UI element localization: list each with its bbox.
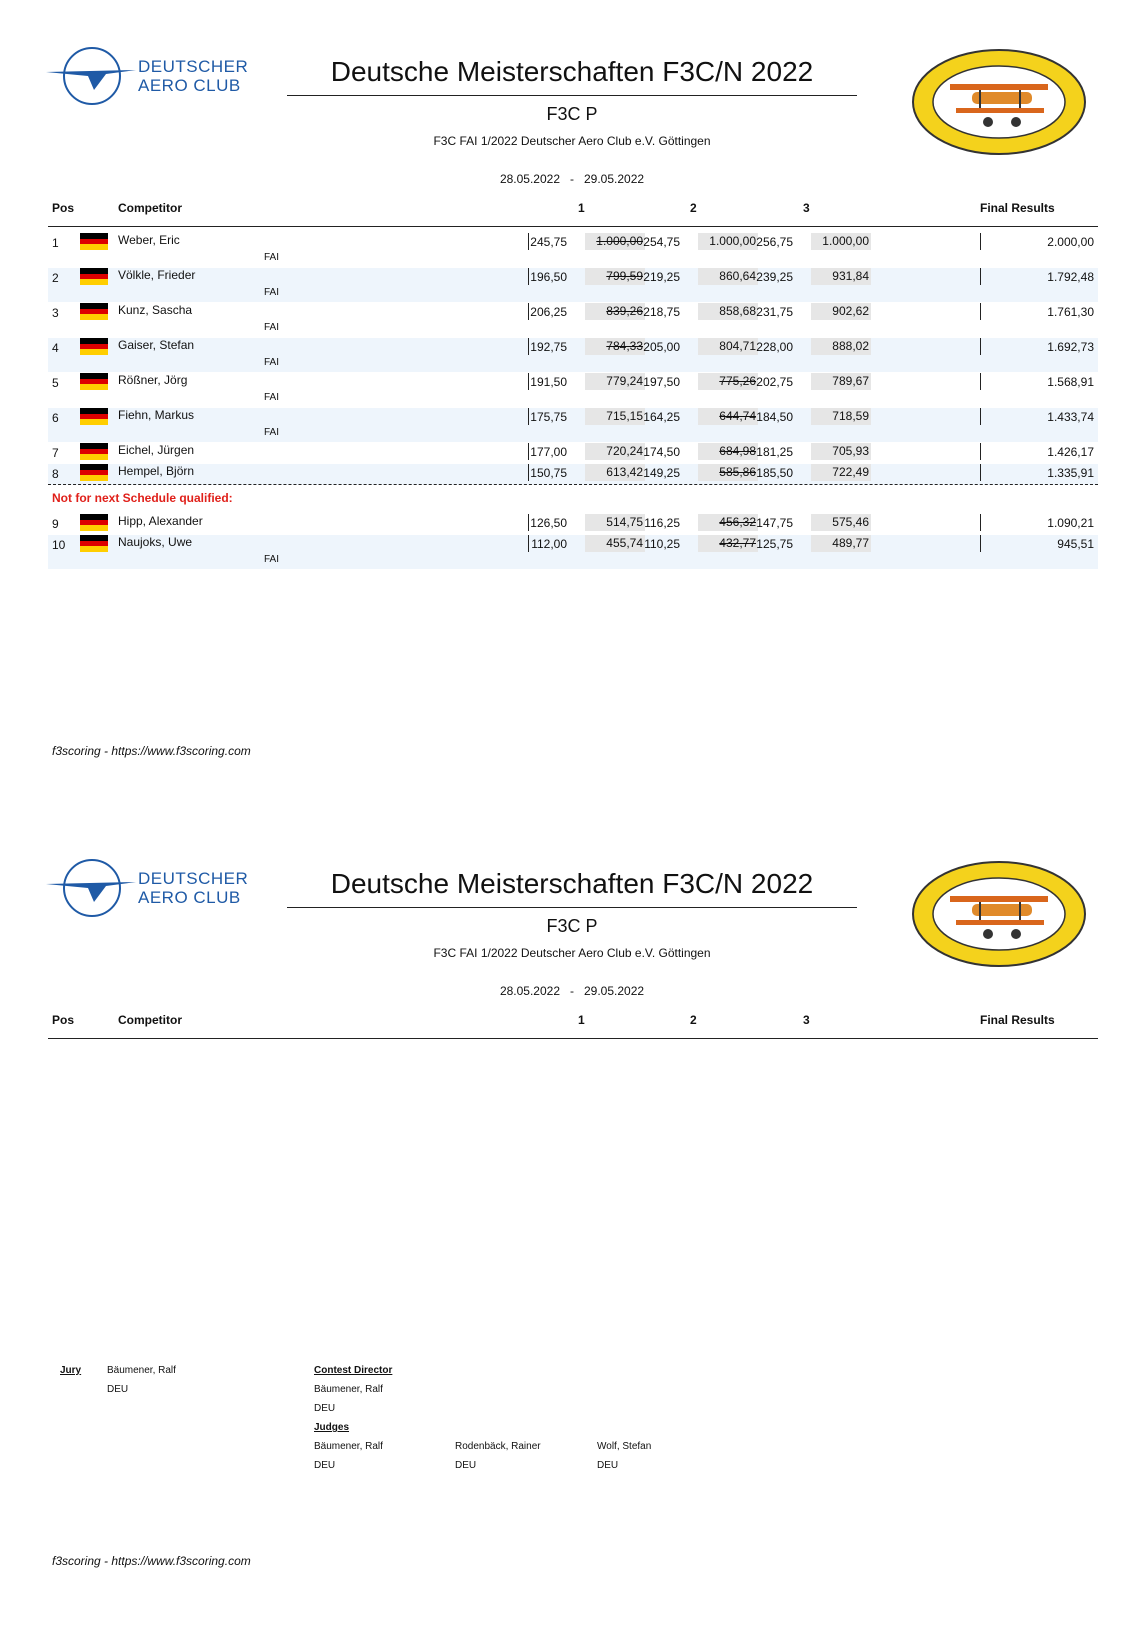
- competitor-name: Völkle, Frieder: [118, 268, 196, 282]
- judge-country: DEU: [455, 1460, 477, 1471]
- position-cell: 4: [52, 341, 59, 355]
- header-divider: [48, 1038, 1098, 1039]
- contest-director-label: Contest Director: [314, 1365, 393, 1376]
- normalized-score: 858,68: [698, 303, 758, 320]
- raw-score: 219,25: [643, 270, 680, 284]
- normalized-score: 715,15: [585, 408, 645, 425]
- normalized-score: 1.000,00: [585, 233, 645, 250]
- competitor-name: Kunz, Sascha: [118, 303, 193, 317]
- fai-tag: FAI: [264, 392, 280, 403]
- title-divider: [287, 95, 857, 96]
- flag-de-icon: [80, 303, 108, 320]
- dac-logo-line2: AERO CLUB: [138, 888, 241, 907]
- position-cell: 5: [52, 376, 59, 390]
- contest-director-name: Bäumener, Ralf: [314, 1384, 383, 1395]
- page-title: Deutsche Meisterschaften F3C/N 2022: [330, 868, 814, 899]
- final-result: 2.000,00: [1047, 235, 1094, 249]
- column-separator: [980, 535, 981, 552]
- normalized-score: 575,46: [811, 514, 871, 531]
- normalized-score: 644,74: [698, 408, 758, 425]
- raw-score: 184,50: [756, 410, 793, 424]
- dac-logo-line1: DEUTSCHER: [138, 869, 249, 888]
- table-row: [48, 373, 1098, 407]
- position-cell: 8: [52, 467, 59, 481]
- judge-name: Wolf, Stefan: [597, 1441, 652, 1452]
- col-round3-header: 3: [803, 1013, 810, 1027]
- raw-score: 239,25: [756, 270, 793, 284]
- flag-de-icon: [80, 514, 108, 531]
- normalized-score: 456,32: [698, 514, 758, 531]
- raw-score: 197,50: [643, 375, 680, 389]
- normalized-score: 789,67: [811, 373, 871, 390]
- column-separator: [980, 373, 981, 390]
- raw-score: 126,50: [530, 516, 567, 530]
- final-result: 1.568,91: [1047, 375, 1094, 389]
- judge-name: Bäumener, Ralf: [314, 1441, 383, 1452]
- normalized-score: 888,02: [811, 338, 871, 355]
- judge-country: DEU: [597, 1460, 619, 1471]
- final-result: 1.792,48: [1047, 270, 1094, 284]
- normalized-score: 705,93: [811, 443, 871, 460]
- raw-score: 174,50: [643, 445, 680, 459]
- not-qualified-label: Not for next Schedule qualified:: [52, 491, 233, 505]
- raw-score: 218,75: [643, 305, 680, 319]
- col-final-header: Final Results: [980, 1013, 1055, 1027]
- normalized-score: 489,77: [811, 535, 871, 552]
- final-result: 1.335,91: [1047, 466, 1094, 480]
- competitor-name: Naujoks, Uwe: [118, 535, 193, 549]
- flag-de-icon: [80, 535, 108, 552]
- column-separator: [980, 338, 981, 355]
- table-row: [48, 464, 1098, 485]
- raw-score: 175,75: [530, 410, 567, 424]
- normalized-score: 585,86: [698, 464, 758, 481]
- results-page-1: [0, 0, 1142, 810]
- competitor-name: Hipp, Alexander: [118, 514, 203, 528]
- date-range: 28.05.2022 - 29.05.2022: [499, 984, 645, 998]
- raw-score: 150,75: [530, 466, 567, 480]
- normalized-score: 839,26: [585, 303, 645, 320]
- table-row: [48, 338, 1098, 372]
- col-round1-header: 1: [578, 1013, 585, 1027]
- raw-score: 112,00: [531, 537, 567, 551]
- final-result: 945,51: [1057, 537, 1094, 551]
- dac-logo-line2: AERO CLUB: [138, 76, 241, 95]
- raw-score: 228,00: [756, 340, 793, 354]
- fai-tag: FAI: [264, 252, 280, 263]
- biplane-seal-icon: [910, 854, 1088, 974]
- judge-country: DEU: [314, 1460, 336, 1471]
- final-result: 1.090,21: [1047, 516, 1094, 530]
- raw-score: 147,75: [756, 516, 793, 530]
- jury-name: Bäumener, Ralf: [107, 1365, 176, 1376]
- fai-tag: FAI: [264, 554, 280, 565]
- raw-score: 256,75: [756, 235, 793, 249]
- final-result: 1.761,30: [1047, 305, 1094, 319]
- normalized-score: 804,71: [698, 338, 758, 355]
- column-separator: [980, 233, 981, 250]
- raw-score: 164,25: [643, 410, 680, 424]
- raw-score: 116,25: [644, 516, 680, 530]
- flag-de-icon: [80, 373, 108, 390]
- normalized-score: 902,62: [811, 303, 871, 320]
- normalized-score: 432,77: [698, 535, 758, 552]
- competitor-name: Fiehn, Markus: [118, 408, 195, 422]
- position-cell: 2: [52, 271, 59, 285]
- normalized-score: 722,49: [811, 464, 871, 481]
- footer-credit: f3scoring - https://www.f3scoring.com: [52, 744, 251, 758]
- flag-de-icon: [80, 338, 108, 355]
- dac-logo: [46, 44, 276, 108]
- condor-club-logo: [910, 854, 1088, 974]
- position-cell: 9: [52, 517, 59, 531]
- normalized-score: 799,59: [585, 268, 645, 285]
- raw-score: 177,00: [530, 445, 567, 459]
- competitor-name: Rößner, Jörg: [118, 373, 188, 387]
- competitor-name: Gaiser, Stefan: [118, 338, 195, 352]
- column-separator: [980, 268, 981, 285]
- table-row: [48, 535, 1098, 569]
- flag-de-icon: [80, 268, 108, 285]
- results-page-2: [0, 812, 1142, 1622]
- normalized-score: 775,26: [698, 373, 758, 390]
- jury-label: Jury: [60, 1365, 82, 1376]
- normalized-score: 455,74: [585, 535, 645, 552]
- competitor-name: Hempel, Björn: [118, 464, 195, 478]
- flag-de-icon: [80, 464, 108, 481]
- competitor-name: Weber, Eric: [118, 233, 180, 247]
- contest-director-country: DEU: [314, 1403, 336, 1414]
- column-separator: [980, 303, 981, 320]
- position-cell: 3: [52, 306, 59, 320]
- flag-de-icon: [80, 443, 108, 460]
- table-row: [48, 303, 1098, 337]
- flag-de-icon: [80, 233, 108, 250]
- column-separator: [980, 464, 981, 481]
- competitor-name: Eichel, Jürgen: [118, 443, 195, 457]
- qualification-cutoff-line: [48, 484, 1098, 485]
- raw-score: 191,50: [530, 375, 567, 389]
- normalized-score: 1.000,00: [698, 233, 758, 250]
- dac-eagle-icon: [46, 856, 138, 920]
- position-cell: 10: [52, 538, 66, 552]
- organizer-line: F3C FAI 1/2022 Deutscher Aero Club e.V. Göttingen: [433, 134, 711, 148]
- col-pos-header: Pos: [52, 201, 75, 215]
- title-divider: [287, 907, 857, 908]
- col-pos-header: Pos: [52, 1013, 75, 1027]
- table-row: [48, 443, 1098, 464]
- raw-score: 196,50: [530, 270, 567, 284]
- raw-score: 192,75: [530, 340, 567, 354]
- normalized-score: 718,59: [811, 408, 871, 425]
- biplane-seal-icon: [910, 42, 1088, 162]
- raw-score: 245,75: [530, 235, 567, 249]
- class-subtitle: F3C P: [546, 916, 598, 936]
- normalized-score: 720,24: [585, 443, 645, 460]
- column-separator: [980, 443, 981, 460]
- dac-logo: [46, 856, 276, 920]
- final-result: 1.426,17: [1047, 445, 1094, 459]
- col-round2-header: 2: [690, 201, 697, 215]
- table-row: [48, 233, 1098, 267]
- raw-score: 181,25: [756, 445, 793, 459]
- condor-club-logo: [910, 42, 1088, 162]
- col-round3-header: 3: [803, 201, 810, 215]
- footer-credit: f3scoring - https://www.f3scoring.com: [52, 1554, 251, 1568]
- judge-name: Rodenbäck, Rainer: [455, 1441, 541, 1452]
- raw-score: 185,50: [756, 466, 793, 480]
- raw-score: 205,00: [643, 340, 680, 354]
- col-round1-header: 1: [578, 201, 585, 215]
- column-separator: [980, 408, 981, 425]
- raw-score: 231,75: [756, 305, 793, 319]
- position-cell: 6: [52, 411, 59, 425]
- header-divider: [48, 226, 1098, 227]
- normalized-score: 514,75: [585, 514, 645, 531]
- judges-label: Judges: [314, 1422, 350, 1433]
- organizer-line: F3C FAI 1/2022 Deutscher Aero Club e.V. Göttingen: [433, 946, 711, 960]
- normalized-score: 784,33: [585, 338, 645, 355]
- col-round2-header: 2: [690, 1013, 697, 1027]
- fai-tag: FAI: [264, 427, 280, 438]
- raw-score: 125,75: [756, 537, 793, 551]
- raw-score: 110,25: [644, 537, 680, 551]
- final-result: 1.692,73: [1047, 340, 1094, 354]
- table-row: [48, 514, 1098, 535]
- final-result: 1.433,74: [1047, 410, 1094, 424]
- normalized-score: 860,64: [698, 268, 758, 285]
- col-competitor-header: Competitor: [118, 1013, 182, 1027]
- normalized-score: 1.000,00: [811, 233, 871, 250]
- raw-score: 206,25: [530, 305, 567, 319]
- col-final-header: Final Results: [980, 201, 1055, 215]
- page-title: Deutsche Meisterschaften F3C/N 2022: [330, 56, 814, 87]
- raw-score: 254,75: [643, 235, 680, 249]
- flag-de-icon: [80, 408, 108, 425]
- normalized-score: 779,24: [585, 373, 645, 390]
- dac-eagle-icon: [46, 44, 138, 108]
- fai-tag: FAI: [264, 287, 280, 298]
- table-row: [48, 408, 1098, 442]
- date-range: 28.05.2022 - 29.05.2022: [499, 172, 645, 186]
- column-separator: [980, 514, 981, 531]
- fai-tag: FAI: [264, 357, 280, 368]
- normalized-score: 684,98: [698, 443, 758, 460]
- jury-country: DEU: [107, 1384, 129, 1395]
- raw-score: 149,25: [643, 466, 680, 480]
- col-competitor-header: Competitor: [118, 201, 182, 215]
- raw-score: 202,75: [756, 375, 793, 389]
- position-cell: 7: [52, 446, 59, 460]
- fai-tag: FAI: [264, 322, 280, 333]
- dac-logo-line1: DEUTSCHER: [138, 57, 249, 76]
- table-row: [48, 268, 1098, 302]
- normalized-score: 613,42: [585, 464, 645, 481]
- normalized-score: 931,84: [811, 268, 871, 285]
- position-cell: 1: [52, 236, 59, 250]
- class-subtitle: F3C P: [546, 104, 598, 124]
